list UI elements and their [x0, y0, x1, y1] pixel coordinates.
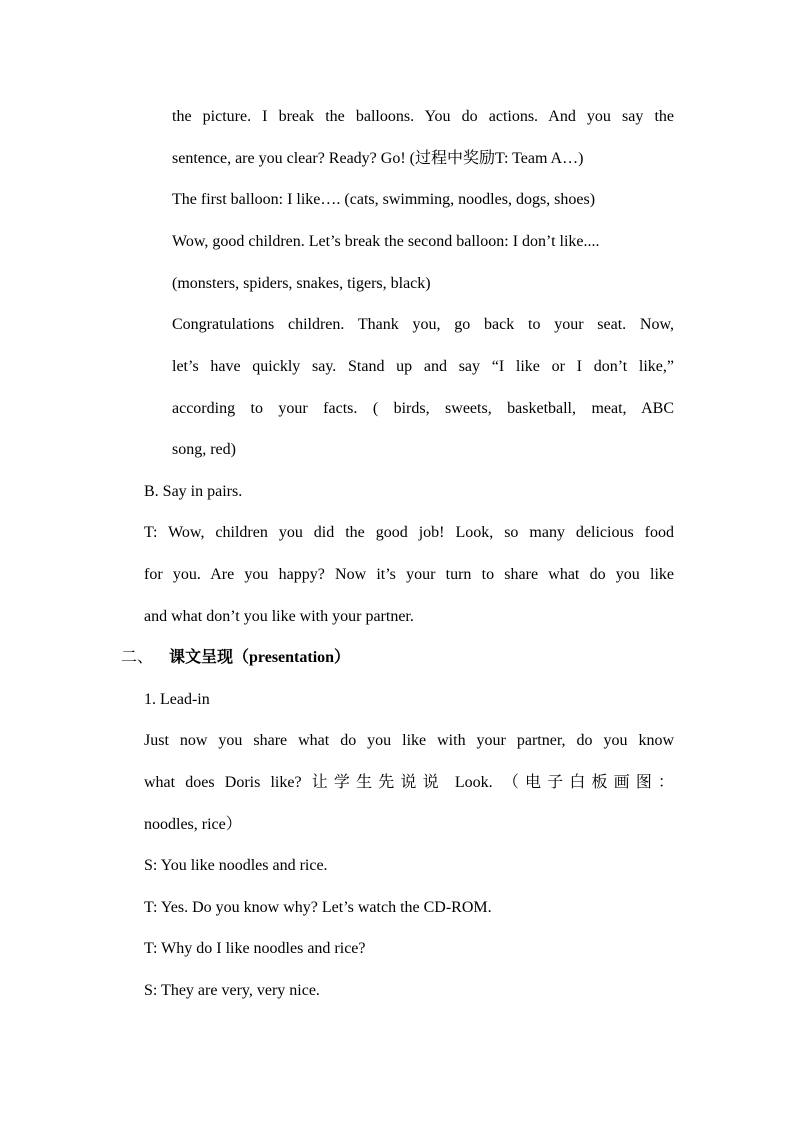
- text-line: let’s have quickly say. Stand up and say “I like or I don’t like,”: [172, 358, 674, 375]
- text-line: song, red): [172, 441, 236, 458]
- dialogue-line: T: Why do I like noodles and rice?: [144, 940, 366, 957]
- text-line: Just now you share what do you like with your partner, do you know: [144, 732, 674, 749]
- text-line: what does Doris like? 让学生先说说 Look. （电子白板画图：: [144, 774, 674, 791]
- text-line: and what don’t you like with your partner.: [144, 608, 414, 625]
- dialogue-line: S: They are very, very nice.: [144, 982, 320, 999]
- dialogue-line: T: Yes. Do you know why? Let’s watch the CD-ROM.: [144, 899, 492, 916]
- section-title: 课文呈现（presentation）: [169, 649, 351, 666]
- subsection-label: 1. Lead-in: [144, 691, 210, 708]
- text-line: Wow, good children. Let’s break the second balloon: I don’t like....: [172, 233, 600, 250]
- text-line: noodles, rice）: [144, 816, 242, 833]
- text-line: (monsters, spiders, snakes, tigers, black): [172, 275, 431, 292]
- dialogue-line: S: You like noodles and rice.: [144, 857, 328, 874]
- text-line: sentence, are you clear? Ready? Go! (过程中奖励T: Team A…): [172, 150, 584, 167]
- section-heading: [121, 648, 350, 668]
- text-line: T: Wow, children you did the good job! Look, so many delicious food: [144, 524, 674, 541]
- text-line: according to your facts. ( birds, sweets, basketball, meat, ABC: [172, 400, 674, 417]
- text-line: for you. Are you happy? Now it’s your turn to share what do you like: [144, 566, 674, 583]
- subsection-label: B. Say in pairs.: [144, 483, 243, 500]
- text-line: Congratulations children. Thank you, go back to your seat. Now,: [172, 316, 674, 333]
- text-line: The first balloon: I like…. (cats, swimming, noodles, dogs, shoes): [172, 191, 596, 208]
- section-number: 二、: [121, 649, 154, 666]
- text-line: the picture. I break the balloons. You do actions. And you say the: [172, 108, 674, 125]
